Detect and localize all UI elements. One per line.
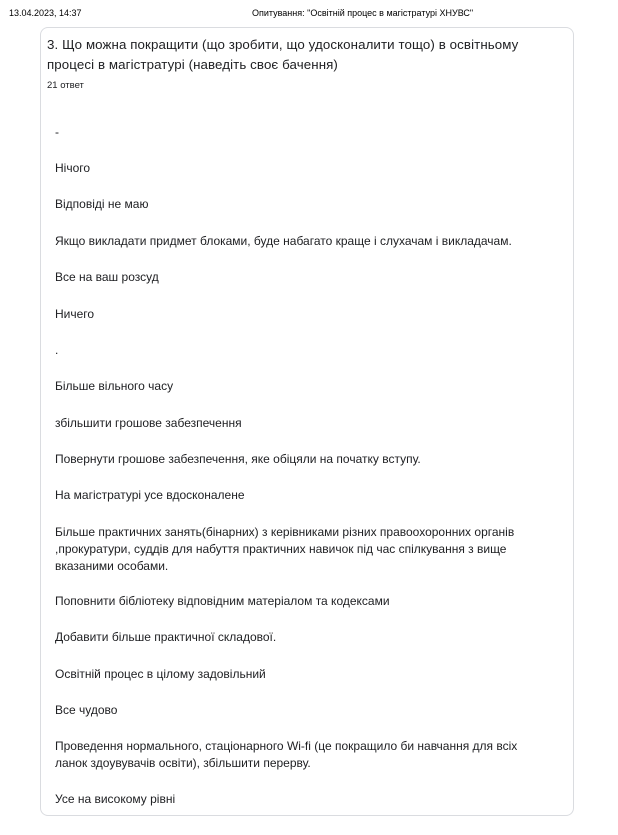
answer-item: Ничего (55, 307, 95, 321)
question-title: 3. Що можна покращити (що зробити, що удосконалити тощо) в освітньому процесі в магістратурі (наведіть своє бачення) (47, 37, 519, 72)
answer-item: - (55, 125, 59, 139)
answer-item: Якщо викладати придмет блоками, буде набагато краще і слухачам і викладачам. (55, 234, 512, 248)
print-date: 13.04.2023, 14:37 (9, 8, 82, 18)
answer-item: Поповнити бібліотеку відповідним матеріалом та кодексами (55, 594, 390, 608)
response-count: 21 ответ (47, 80, 84, 91)
answer-item: . (55, 343, 59, 357)
answer-item: На магістратурі усе вдосконалене (55, 488, 245, 502)
answer-item: Нічого (55, 161, 91, 175)
answer-item: Добавити більше практичної складової. (55, 630, 277, 644)
answer-item: Освітній процес в цілому задовільний (55, 667, 266, 681)
answer-item: збільшити грошове забезпечення (55, 416, 242, 430)
answer-item: Більше практичних занять(бінарних) з керівниками різних правоохоронних органів ,прокуратури, суддів для набуття практичних навичок під час спілкування з вище вказаними особами. (55, 525, 515, 573)
answer-item: Більше вільного часу (55, 379, 174, 393)
survey-title: Опитування: "Освітній процес в магістратурі ХНУВС" (252, 8, 474, 18)
page-header (0, 8, 618, 22)
answer-item: Проведення нормального, стаціонарного Wi-fi (це покращило би навчання для всіх ланок здоувувачів освіти), збільшити перерву. (55, 739, 518, 770)
answer-item: Повернути грошове забезпечення, яке обіцяли на початку вступу. (55, 452, 421, 466)
answer-item: Відповіді не маю (55, 197, 149, 211)
answers-list (40, 115, 574, 817)
answer-item: Все на ваш розсуд (55, 270, 159, 284)
answer-item: Все чудово (55, 703, 118, 717)
answer-item: Усе на високому рівні (55, 792, 176, 806)
